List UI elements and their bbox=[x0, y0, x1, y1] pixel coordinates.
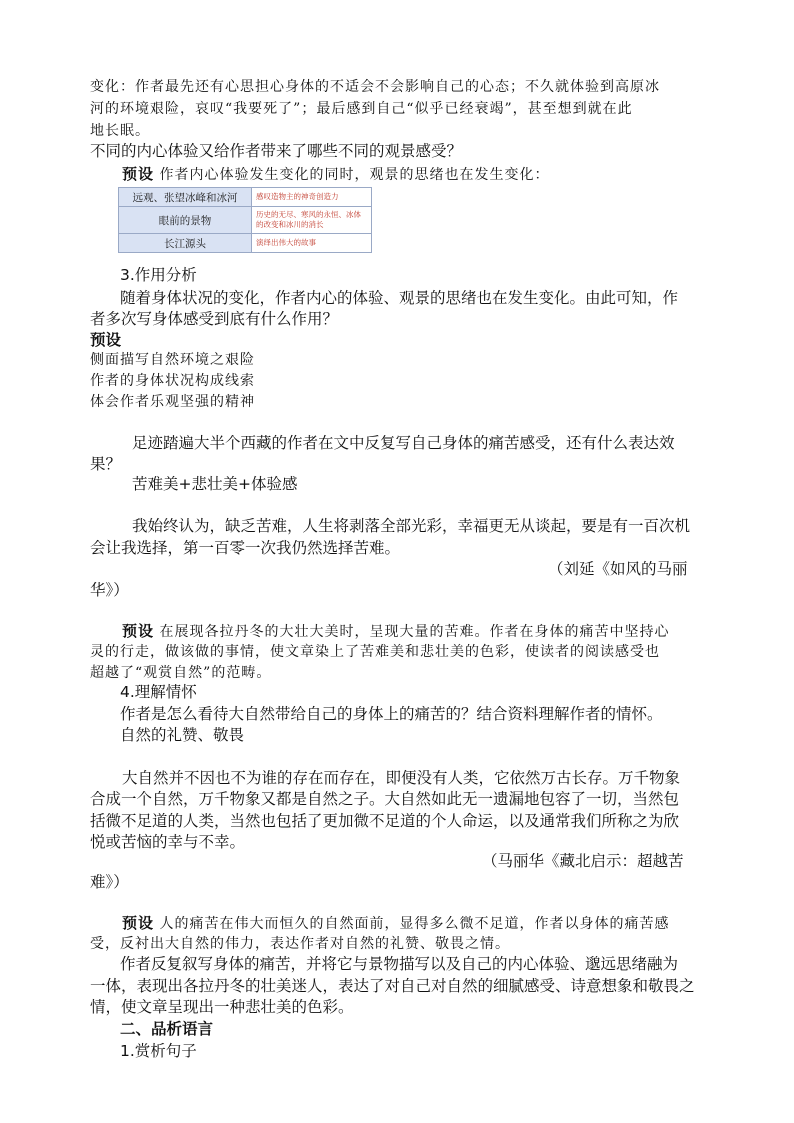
paragraph-line: 灵的行走，做该做的事情，使文章染上了苦难美和悲壮美的色彩，使读者的阅读感受也 bbox=[90, 644, 660, 660]
paragraph-line: 者多次写身体感受到底有什么作用？ bbox=[90, 310, 339, 328]
paragraph-line: 果？ bbox=[90, 455, 122, 473]
table-row bbox=[119, 188, 372, 207]
paragraph-line: 河的环境艰险，哀叹“我要死了”；最后感到自己“似乎已经衰竭”，甚至想到就在此 bbox=[90, 101, 633, 117]
preset-line bbox=[122, 163, 549, 184]
paragraph-line: 超越了“观赏自然”的范畴。 bbox=[90, 665, 272, 681]
preset-label: 预设 bbox=[122, 622, 155, 640]
table-cell-left: 眼前的景物 bbox=[119, 207, 252, 234]
paragraph-line: 自然的礼赞、敬畏 bbox=[120, 726, 245, 744]
table-cell-right: 历史的无尽、寒风的永恒、冰体的改变和冰川的消长 bbox=[252, 207, 372, 234]
preset-label: 预设 bbox=[122, 914, 155, 932]
preset-heading: 预设 bbox=[90, 331, 122, 349]
quote-line: 大自然并不因也不为谁的存在而存在，即便没有人类，它依然万古长存。万千物象 bbox=[122, 769, 681, 787]
table-cell-right: 感叹造物主的神奇创造力 bbox=[252, 188, 372, 207]
quote-line: 括微不足道的人类，当然也包括了更加微不足道的个人命运，以及通常我们所称之为欣 bbox=[90, 812, 680, 830]
question-line: 不同的内心体验又给作者带来了哪些不同的观景感受？ bbox=[90, 142, 463, 160]
preset-line bbox=[122, 620, 669, 641]
quote-source: （马丽华《藏北启示：超越苦 bbox=[482, 852, 684, 870]
paragraph-line: 苦难美+悲壮美+体验感 bbox=[132, 475, 298, 493]
quote-source: （刘延《如风的马丽 bbox=[548, 560, 688, 578]
table-cell-left: 长江源头 bbox=[119, 234, 252, 253]
quote-line: 会让我选择，第一百零一次我仍然选择苦难。 bbox=[90, 539, 401, 557]
subsection-heading: 1.赏析句子 bbox=[120, 1042, 197, 1060]
paragraph-line: 受，反衬出大自然的伟力，表达作者对自然的礼赞、敬畏之情。 bbox=[90, 936, 510, 952]
paragraph-line: 一体，表现出各拉丹冬的壮美迷人，表达了对自己对自然的细腻感受、诗意想象和敬畏之 bbox=[90, 977, 695, 995]
quote-line: 合成一个自然，万千物象又都是自然之子。大自然如此无一遗漏地包容了一切，当然包 bbox=[90, 790, 680, 808]
list-item: 体会作者乐观坚强的精神 bbox=[90, 394, 255, 410]
paragraph-line: 情，使文章呈现出一种悲壮美的色彩。 bbox=[90, 998, 354, 1016]
table-row bbox=[119, 207, 372, 234]
quote-source: 华》） bbox=[90, 581, 129, 599]
paragraph-line: 地长眠。 bbox=[90, 123, 150, 139]
preset-text: 人的痛苦在伟大而恒久的自然面前，显得多么微不足道，作者以身体的痛苦感 bbox=[159, 916, 670, 932]
preset-text: 作者内心体验发生变化的同时，观景的思绪也在发生变化： bbox=[159, 167, 550, 183]
quote-line: 我始终认为，缺乏苦难，人生将剥落全部光彩，幸福更无从谈起，要是有一百次机 bbox=[132, 517, 691, 535]
section-heading: 4.理解情怀 bbox=[120, 683, 197, 701]
preset-label: 预设 bbox=[122, 165, 155, 183]
paragraph-line: 随着身体状况的变化，作者内心的体验、观景的思绪也在发生变化。由此可知，作 bbox=[120, 289, 679, 307]
table-cell-left: 远观、张望冰峰和冰河 bbox=[119, 188, 252, 207]
list-item: 作者的身体状况构成线索 bbox=[90, 373, 255, 389]
paragraph-line: 足迹踏遍大半个西藏的作者在文中反复写自己身体的痛苦感受，还有什么表达效 bbox=[132, 434, 675, 452]
summary-table bbox=[118, 187, 372, 253]
list-item: 侧面描写自然环境之艰险 bbox=[90, 352, 255, 368]
paragraph-line: 作者是怎么看待大自然带给自己的身体上的痛苦的？结合资料理解作者的情怀。 bbox=[120, 705, 663, 723]
paragraph-line: 变化：作者最先还有心思担心身体的不适会不会影响自己的心态；不久就体验到高原冰 bbox=[90, 79, 660, 95]
quote-source: 难》） bbox=[90, 873, 129, 891]
paragraph-line: 作者反复叙写身体的痛苦，并将它与景物描写以及自己的内心体验、邈远思绪融为 bbox=[120, 955, 679, 973]
table-cell-right: 演绎出伟大的故事 bbox=[252, 234, 372, 253]
section-heading: 二、品析语言 bbox=[120, 1020, 214, 1038]
table-row bbox=[119, 234, 372, 253]
preset-line bbox=[122, 912, 669, 933]
section-heading: 3.作用分析 bbox=[120, 266, 197, 284]
quote-line: 悦或苦恼的幸与不幸。 bbox=[90, 833, 246, 851]
preset-text: 在展现各拉丹冬的大壮大美时，呈现大量的苦难。作者在身体的痛苦中坚持心 bbox=[159, 624, 670, 640]
